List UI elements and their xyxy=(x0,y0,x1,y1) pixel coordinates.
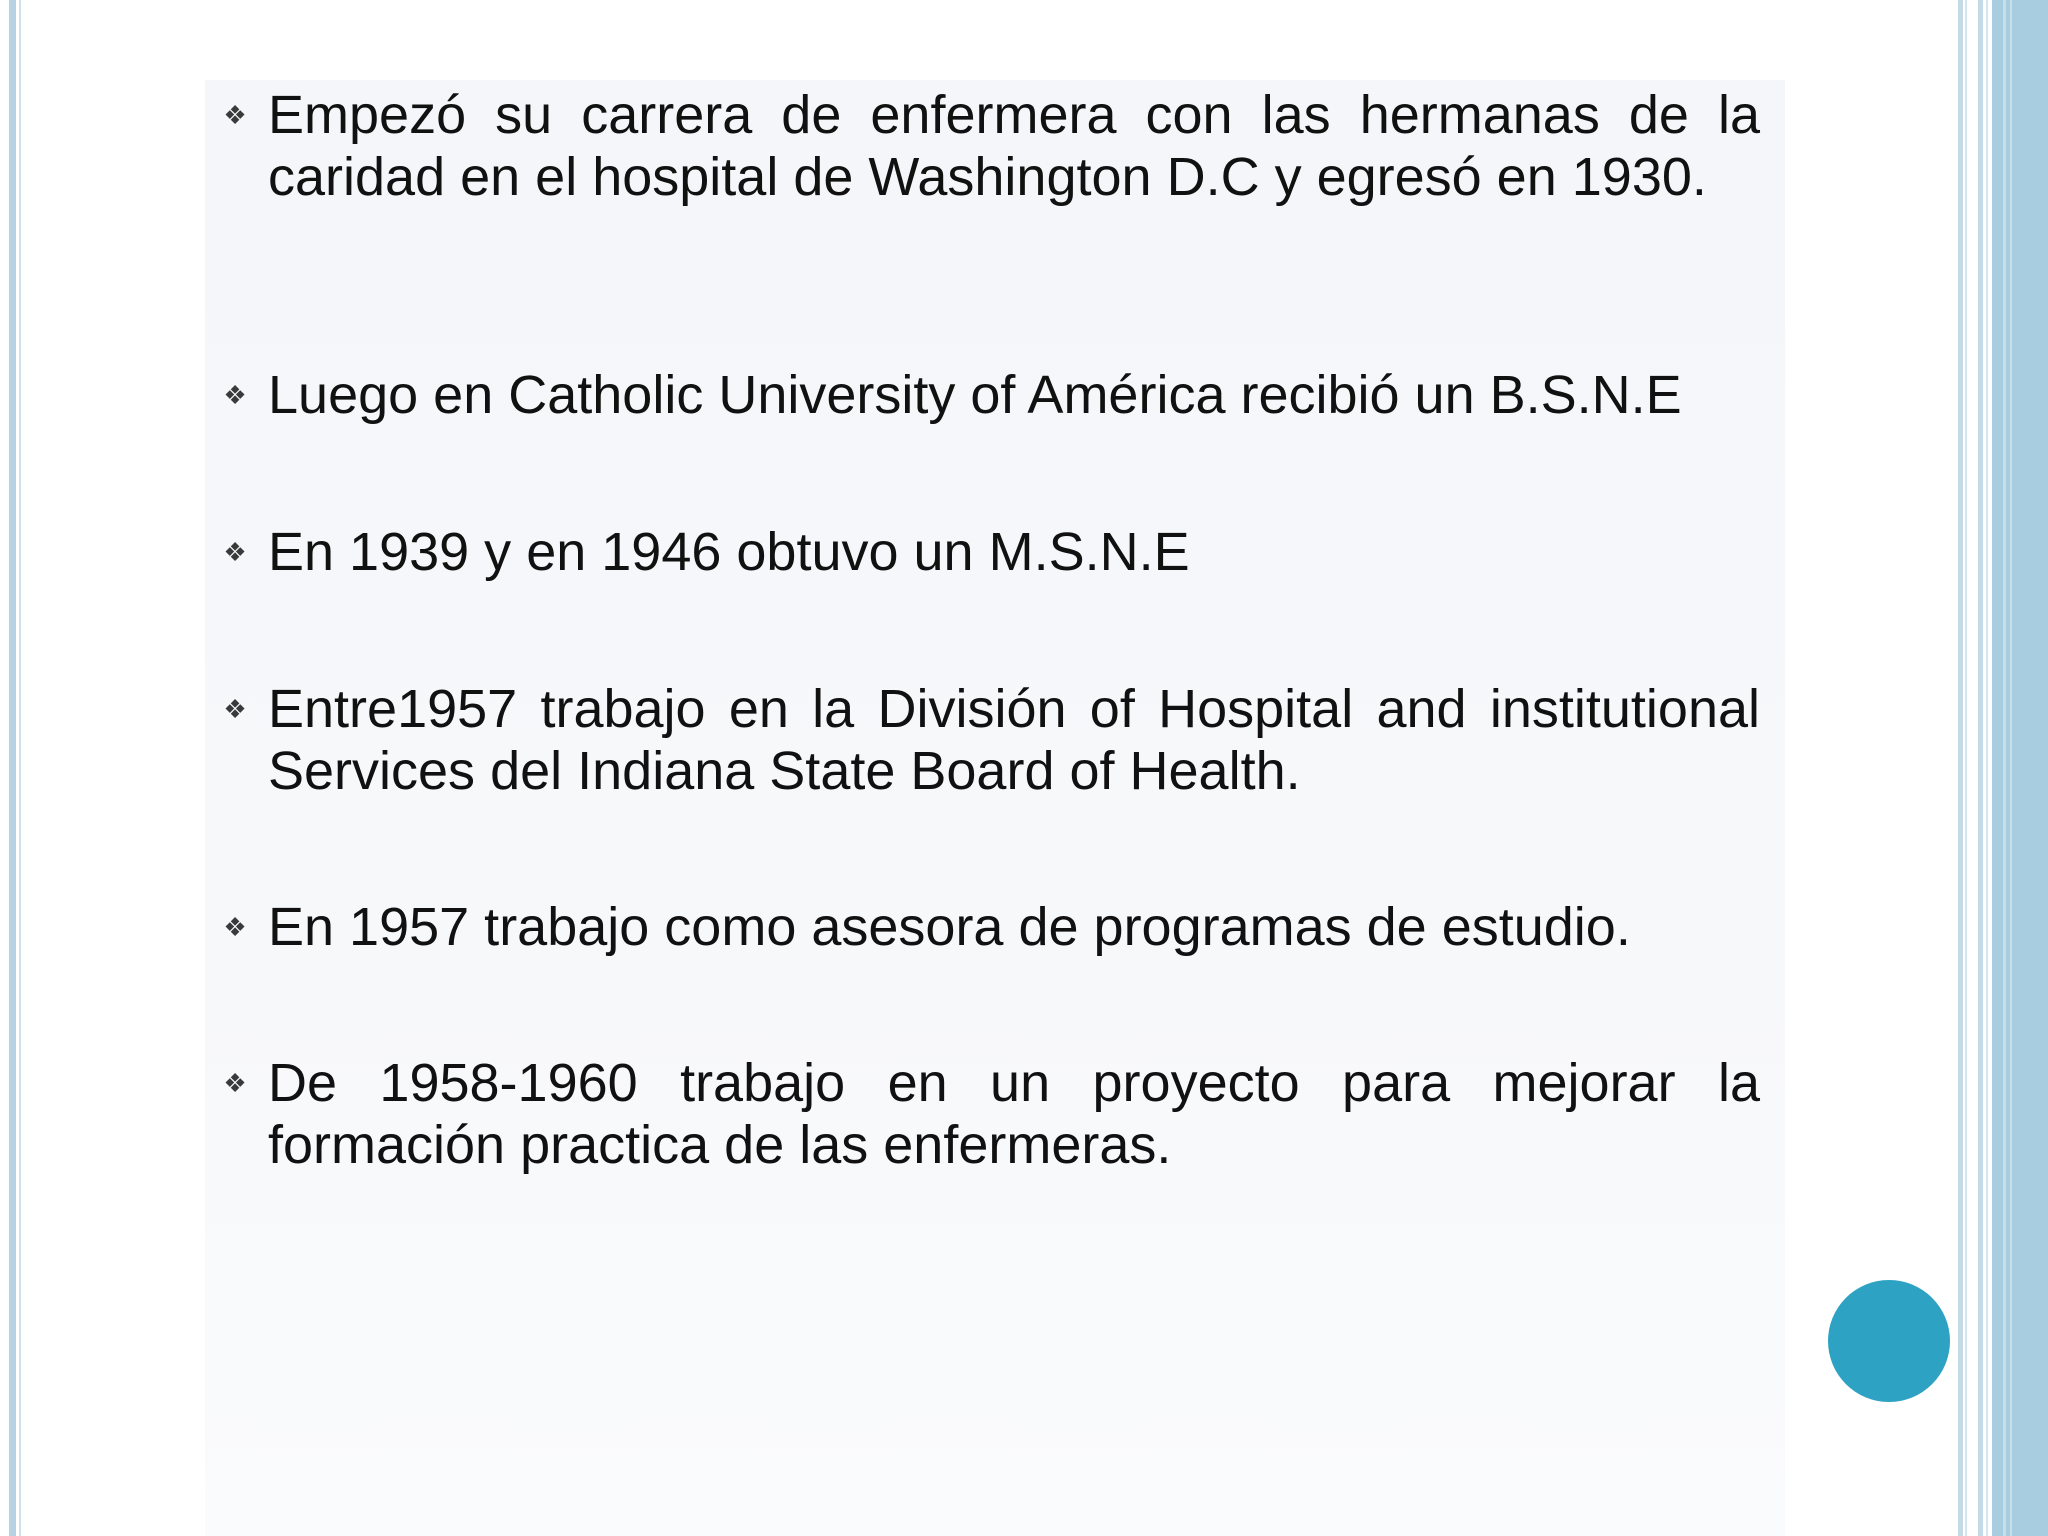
right-stripe xyxy=(2010,0,2012,1536)
bullet-text: En 1939 y en 1946 obtuvo un M.S.N.E xyxy=(268,522,1190,582)
decorative-circle xyxy=(1828,1280,1950,1402)
diamond-bullet-icon: ❖ xyxy=(223,694,247,724)
bullet-text: De 1958-1960 trabajo en un proyecto para mejorar la formación practica de las enfermeras. xyxy=(268,1053,1760,1175)
diamond-bullet-icon: ❖ xyxy=(223,380,247,410)
right-stripe xyxy=(1978,0,1983,1536)
content-panel xyxy=(205,80,1785,1536)
right-stripe xyxy=(1965,0,1967,1536)
left-border-line xyxy=(9,0,16,1536)
diamond-bullet-icon: ❖ xyxy=(223,1068,247,1098)
right-stripe xyxy=(1958,0,1963,1536)
diamond-bullet-icon: ❖ xyxy=(223,100,247,130)
bullet-text: Empezó su carrera de enfermera con las hermanas de la caridad en el hospital de Washington D.C y egresó en 1930. xyxy=(268,85,1760,207)
bullet-text: Luego en Catholic University of América recibió un B.S.N.E xyxy=(268,365,1682,425)
bullet-text: En 1957 trabajo como asesora de programas de estudio. xyxy=(268,897,1631,957)
right-stripe-band xyxy=(1992,0,2048,1536)
right-stripe xyxy=(2003,0,2006,1536)
right-stripe xyxy=(1986,0,1988,1536)
bullet-text: Entre1957 trabajo en la División of Hospital and institutional Services del Indiana State Board of Health. xyxy=(268,679,1760,801)
left-border-line-thin xyxy=(19,0,21,1536)
diamond-bullet-icon: ❖ xyxy=(223,537,247,567)
diamond-bullet-icon: ❖ xyxy=(223,912,247,942)
